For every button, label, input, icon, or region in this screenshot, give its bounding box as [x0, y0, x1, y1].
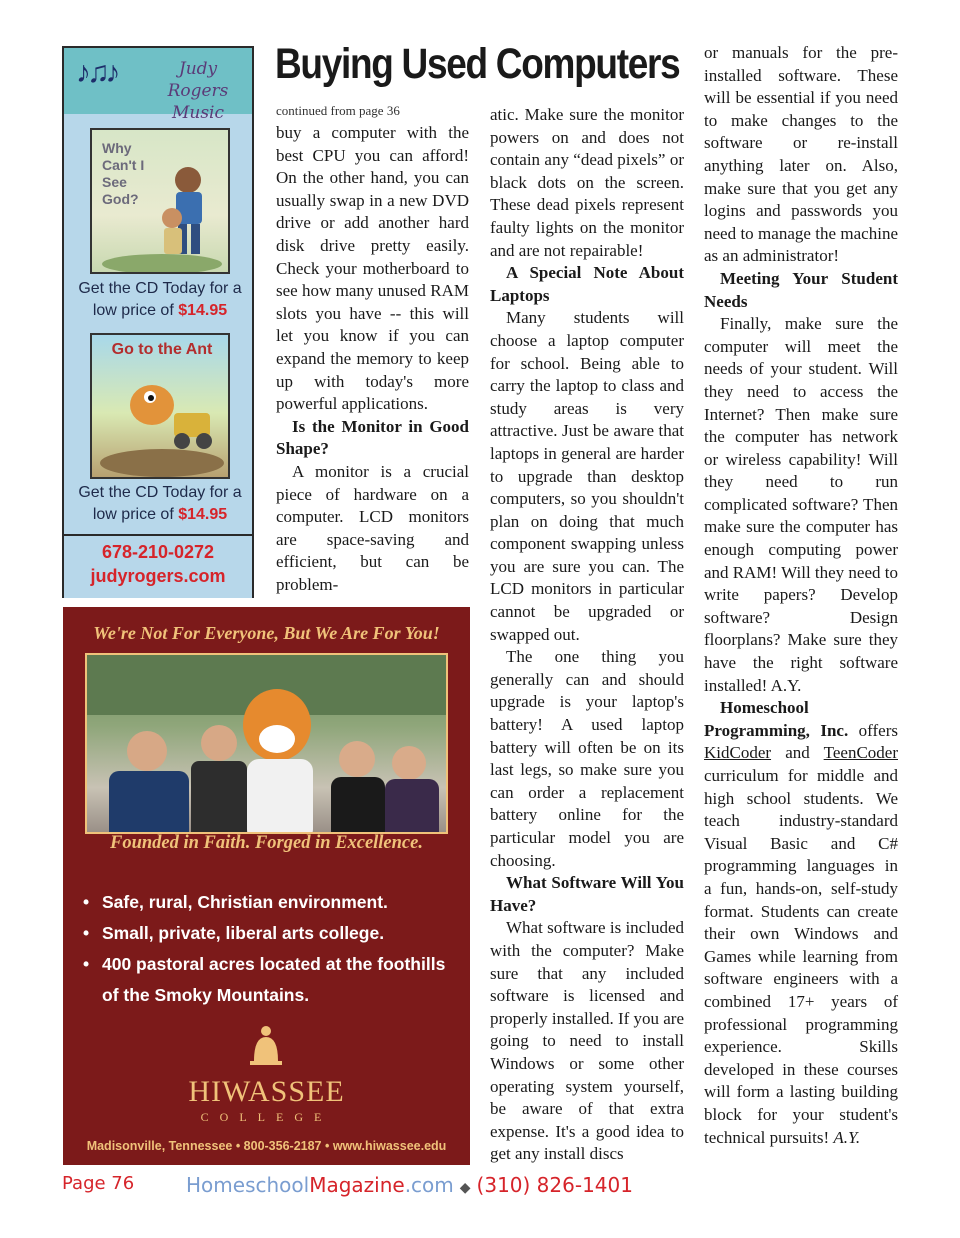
cd-cover-go-to-the-ant[interactable] [90, 333, 230, 479]
brand-logo [148, 58, 248, 124]
page-number: Page 76 [62, 1173, 135, 1194]
price-value: $14.95 [178, 302, 228, 319]
article-column-3 [704, 42, 898, 1149]
teencoder-link[interactable]: TeenCoder [823, 743, 898, 763]
kidcoder-link[interactable]: KidCoder [704, 743, 772, 763]
subheading: Is the Monitor in Good Shape? [276, 416, 469, 459]
judy-rogers-ad[interactable] [62, 46, 254, 598]
ad-headline: We're Not For Everyone, But We Are For You! [93, 623, 440, 643]
paragraph: Many students will choose a laptop computer for school. Being able to carry the laptop to class and study areas is very attractive. Just be aware that laptops in general are harder to upgrade than desktop computers, so you shouldn't plan on doing that much component swapping unless you are sure you can. The LCD monitors in particular cannot be upgraded or swapped out. [490, 308, 684, 644]
list-item: • Safe, rural, Christian environment. [83, 887, 463, 918]
paragraph: The one thing you generally can and should upgrade is your laptop's battery! A used laptop battery will often be on its last legs, so make sure you can order a replacement battery online for the particular model you are choosing. [490, 647, 684, 870]
continued-note: continued from page 36 [276, 103, 400, 118]
ad-contact [64, 534, 252, 598]
promo-text: and [785, 743, 810, 763]
bell-logo-icon [246, 1025, 286, 1069]
paragraph: A monitor is a crucial piece of hardware on a computer. LCD monitors are space-saving and efficient, but can be problem- [276, 461, 469, 594]
footer-phone: (310) 826-1401 [476, 1173, 633, 1197]
music-notes-icon: ♪♫♪ [76, 56, 117, 89]
child-illustration-icon [92, 130, 230, 274]
brand-line-2: Music [171, 103, 225, 123]
article-column-2 [490, 104, 684, 1166]
article-headline: Buying Used Computers [275, 40, 680, 88]
hiwassee-college-ad[interactable] [63, 607, 470, 1165]
college-logo-name: HIWASSEE [188, 1075, 345, 1108]
college-logo-sub: COLLEGE [200, 1110, 333, 1124]
article-column-1 [276, 122, 469, 596]
cd-title: Why Can't I See God? [102, 140, 145, 207]
price-text: Get the CD Today for a low price of [78, 280, 242, 319]
cd2-price [72, 482, 248, 526]
paragraph: buy a computer with the best CPU you can afford! On the other hand, you can usually swap in a new DVD drive or add another hard disk drive pretty easily. Check your motherboard to see how many unused RAM slots you have -- this will let you know if you can expand the memory to keep up with today's more powerful applications. [276, 123, 469, 414]
promo-paragraph [704, 697, 898, 1149]
cd-title: Go to the Ant [111, 341, 213, 358]
list-item: • 400 pastoral acres located at the foothills of the Smoky Mountains. [83, 949, 463, 1011]
ad-contact-line[interactable]: Madisonville, Tennessee • 800-356-2187 • www.hiwassee.edu [86, 1139, 447, 1153]
feature-list [83, 887, 463, 1011]
cd1-price [72, 278, 248, 322]
website-link[interactable]: judyrogers.com [90, 566, 226, 586]
phone-number: 678-210-0272 [101, 542, 215, 562]
ant-illustration-icon [92, 335, 230, 479]
paragraph: or manuals for the pre-installed software. These will be essential if you need to make changes to the software or re-install anything later on. Also, make sure that you get any logins and passwords you need to manage the machine as an administrator! [704, 43, 898, 266]
people-with-tiger-mascot-icon [87, 655, 448, 834]
cd-cover-why-cant-i-see-god[interactable] [90, 128, 230, 274]
brand-line-1: Judy Rogers [167, 59, 229, 101]
price-value: $14.95 [178, 506, 228, 523]
paragraph: atic. Make sure the monitor powers on and does not contain any “dead pixels” or black dots on the screen. These dead pixels represent faulty lights on the monitor and are not repairable! [490, 105, 684, 260]
footer-site-line [186, 1173, 633, 1197]
list-item: • Small, private, liberal arts college. [83, 918, 463, 949]
paragraph: What software is included with the computer? Make sure that any included software is licensed and properly installed. If you are going to need to install Windows or some other operating system yourself, be aware of that extra expense. It's a good idea to get any install discs [490, 918, 685, 1164]
company-name: Homeschool Programming, Inc. [704, 698, 849, 740]
promo-text: curriculum for middle and high school students. We teach industry-standard Visual Basic and C# programming languages in a fun, hands-on, self-study format. Students can create their own Windows and Games while learning from software engineers with a combined 17+ years of professional programming experience. Skills developed in these courses will form a lasting building block for your student's technical pursuits! [704, 766, 898, 1147]
subheading: Meeting Your Student Needs [704, 268, 898, 311]
subheading: A Special Note About Laptops [490, 263, 684, 305]
author-initials: A.Y. [833, 1127, 861, 1147]
site-name-part-2[interactable]: Magazine [309, 1173, 405, 1197]
paragraph: Finally, make sure the computer will meet the needs of your student. Will they need to access the Internet? Then make sure the computer has network or wireless capability! Will they need to run complicated software? Then make sure the computer has enough computing power and RAM! Will they need to write papers? Develop software? Design floorplans? Make sure they have the right software installed! A.Y. [704, 314, 898, 695]
promo-text: offers [858, 720, 898, 740]
site-name-part-1[interactable]: Homeschool [186, 1173, 310, 1197]
group-photo [85, 653, 448, 834]
price-text: Get the CD Today for a low price of [78, 484, 242, 523]
site-name-part-3[interactable]: .com [404, 1173, 454, 1197]
diamond-separator-icon: ◆ [459, 1180, 471, 1196]
ad-tagline: Founded in Faith. Forged in Excellence. [110, 833, 423, 853]
ad-header [64, 48, 252, 123]
subheading: What Software Will You Have? [490, 873, 684, 915]
